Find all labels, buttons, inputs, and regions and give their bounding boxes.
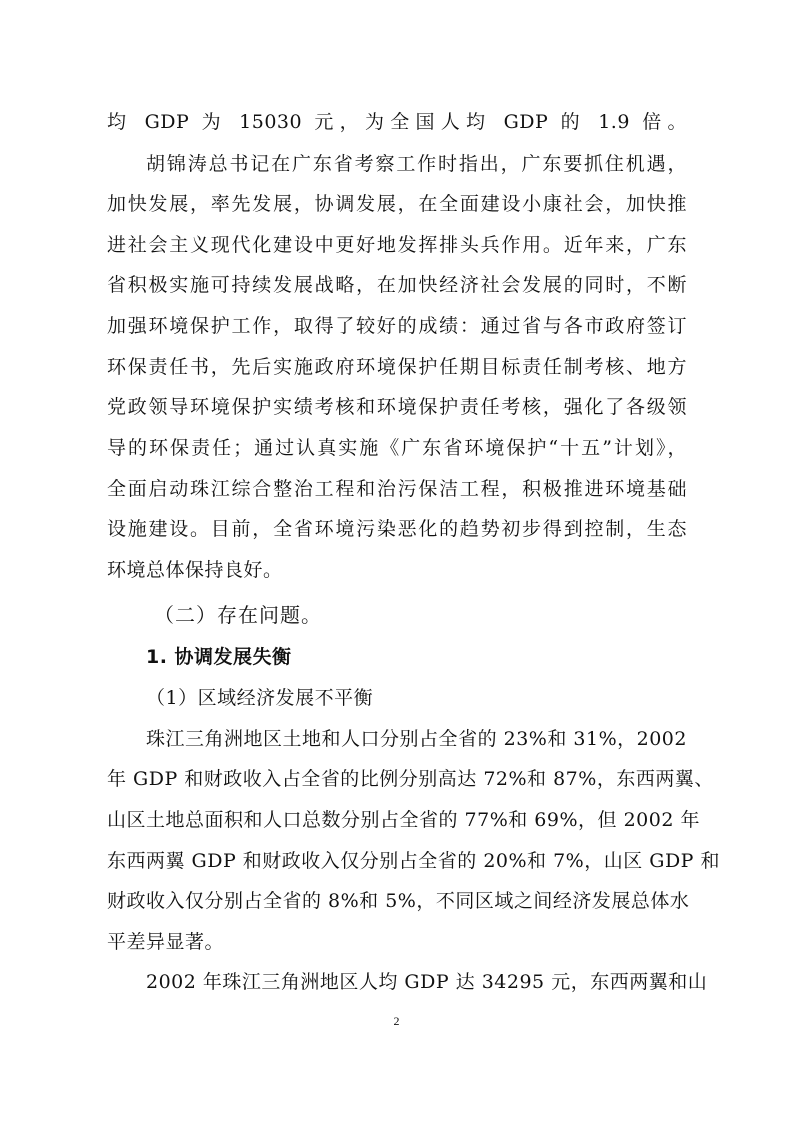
paragraph-line: 山区土地总面积和人口总数分别占全省的 77%和 69%，但 2002 年	[107, 809, 700, 831]
paragraph-line: 设施建设。目前，全省环境污染恶化的趋势初步得到控制，生态	[107, 518, 687, 540]
paragraph-line: 财政收入仅分别占全省的 8%和 5%，不同区域之间经济发展总体水	[107, 890, 690, 912]
paragraph-line: 环保责任书，先后实施政府环境保护任期目标责任制考核、地方	[107, 356, 687, 378]
paragraph-line: 环境总体保持良好。	[107, 559, 283, 581]
paragraph-line: 2002 年珠江三角洲地区人均 GDP 达 34295 元，东西两翼和山	[146, 971, 708, 993]
paragraph-line: 加快发展，率先发展，协调发展，在全面建设小康社会，加快推	[107, 193, 687, 215]
paragraph-line: 全面启动珠江综合整治工程和治污保洁工程，积极推进环境基础	[107, 478, 687, 500]
paragraph-line: 导的环保责任；通过认真实施《广东省环境保护“十五”计划》，	[107, 437, 687, 459]
paragraph-line: 平差异显著。	[107, 931, 225, 953]
paragraph-line: 均 GDP 为 15030 元，为全国人均 GDP 的 1.9 倍。	[107, 111, 687, 133]
section-heading: （二）存在问题。	[154, 603, 322, 627]
paragraph-line: 加强环境保护工作，取得了较好的成绩：通过省与各市政府签订	[107, 315, 687, 337]
subsubsection-heading: （1）区域经济发展不平衡	[146, 687, 374, 709]
subsection-heading: 1. 协调发展失衡	[146, 646, 292, 668]
paragraph-line: 党政领导环境保护实绩考核和环境保护责任考核，强化了各级领	[107, 396, 687, 418]
paragraph-line: 东西两翼 GDP 和财政收入仅分别占全省的 20%和 7%，山区 GDP 和	[107, 850, 721, 872]
paragraph-line: 省积极实施可持续发展战略，在加快经济社会发展的同时，不断	[107, 274, 687, 296]
paragraph-line: 进社会主义现代化建设中更好地发挥排头兵作用。近年来，广东	[107, 234, 687, 256]
paragraph-line: 珠江三角洲地区土地和人口分别占全省的 23%和 31%，2002	[146, 728, 687, 750]
paragraph-line: 胡锦涛总书记在广东省考察工作时指出，广东要抓住机遇，	[146, 153, 687, 175]
page-number: 2	[393, 1014, 400, 1028]
paragraph-line: 年 GDP 和财政收入占全省的比例分别高达 72%和 87%，东西两翼、	[107, 768, 714, 790]
